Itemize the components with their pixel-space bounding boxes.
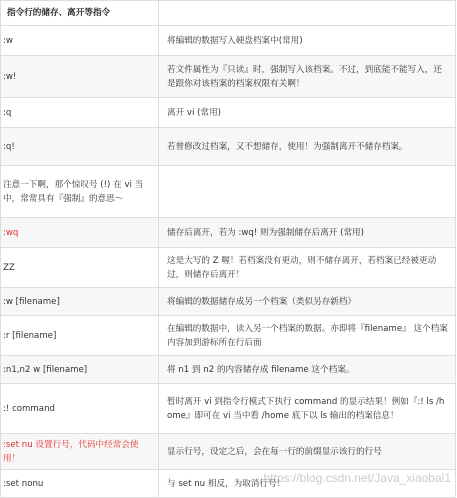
description-cell: 离开 vi (常用) [159,98,456,128]
watermark: https://blog.csdn.net/Java_xiaobai1 [263,471,451,485]
description-cell: 将编辑的数据储存成另一个档案（类似另存新档） [159,288,456,316]
description-cell: 这是大写的 Z 喔！若档案没有更动，则不储存离开，若档案已经被更动过，则储存后离开！ [159,248,456,288]
description-cell: 显示行号，设定之后，会在每一行的前缀显示该行的行号 [159,434,456,470]
table-row [1,166,456,218]
description-cell: 与 set nu 相反，为取消行号！ [159,470,456,498]
header-command: 指令行的储存、离开等指令 [1,1,159,26]
command-cell: :w! [1,56,159,98]
command-cell: :set nonu [1,470,159,498]
command-cell: :w [1,26,159,56]
description-cell: 储存后离开，若为 :wq! 则为强制储存后离开 (常用) [159,218,456,248]
command-cell: :! command [1,384,159,434]
table-header-row [1,1,456,26]
description-cell: 若曾修改过档案，又不想储存，使用！为强制离开不储存档案。 [159,128,456,166]
table-row [1,26,456,56]
table-row [1,248,456,288]
table-row [1,356,456,384]
description-cell: 将编辑的数据写入硬盘档案中(常用) [159,26,456,56]
command-cell-highlighted: :wq [1,218,159,248]
table-row [1,316,456,356]
command-cell: :w [filename] [1,288,159,316]
table-row [1,218,456,248]
command-cell: :r [filename] [1,316,159,356]
table-row [1,434,456,470]
table-row [1,470,456,498]
description-cell: 若文件属性为『只读』时，强制写入该档案。不过，到底能不能写入，还是跟你对该档案的档案权限有关啊！ [159,56,456,98]
command-cell: :q [1,98,159,128]
table-row [1,288,456,316]
description-cell: 暂时离开 vi 到指令行模式下执行 command 的显示结果！例如『:! ls /home』即可在 vi 当中看 /home 底下以 ls 输出的档案信息！ [159,384,456,434]
command-cell: :q! [1,128,159,166]
table-row [1,128,456,166]
table-row [1,56,456,98]
command-cell-highlighted: :set nu 设置行号，代码中经常会使用！ [1,434,159,470]
header-description [159,1,456,26]
description-cell [159,166,456,218]
description-cell: 在编辑的数据中，读入另一个档案的数据。亦即将『filename』 这个档案内容加到游标所在行后面 [159,316,456,356]
note-cell: 注意一下啊，那个惊叹号 (!) 在 vi 当中，常常具有『强制』的意思～ [1,166,159,218]
command-cell: :n1,n2 w [filename] [1,356,159,384]
table-row [1,384,456,434]
description-cell: 将 n1 到 n2 的内容储存成 filename 这个档案。 [159,356,456,384]
table-row [1,98,456,128]
command-cell: ZZ [1,248,159,288]
